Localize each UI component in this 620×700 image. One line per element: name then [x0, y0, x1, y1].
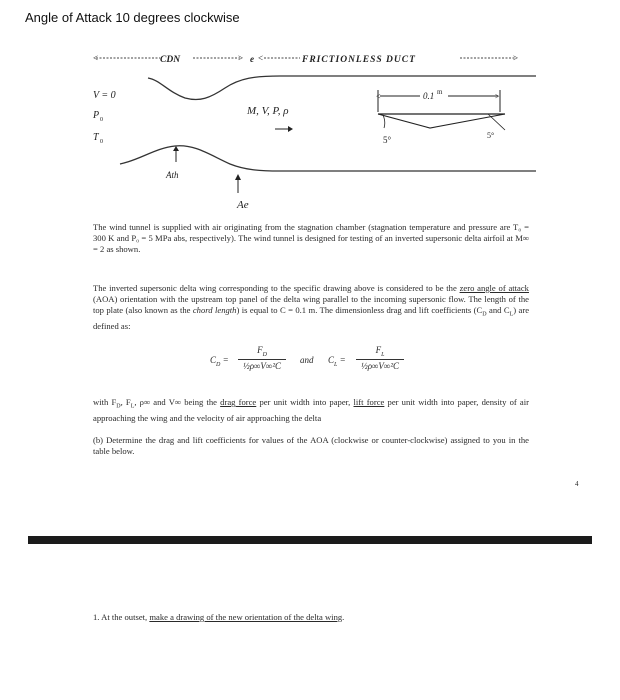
cd-symbol: $C_D$ = — [210, 355, 229, 368]
cdn-label: CDN — [160, 55, 181, 65]
free-stream-label: M, V, P, ρ — [247, 105, 289, 117]
page-divider — [28, 536, 592, 544]
coefficient-formulas: $C_D$ = $F_D$ ½ρ∞V∞²C and $C_L$ = $F_L$ ½ρ∞V∞²C — [200, 345, 460, 385]
svg-text:>: > — [513, 53, 519, 63]
ae-arrow-icon — [235, 174, 241, 180]
svg-text:<: < — [376, 92, 381, 101]
svg-text:0: 0 — [100, 117, 103, 123]
and-text: and — [300, 355, 314, 365]
cl-symbol: $C_L$ = — [328, 355, 346, 368]
flow-arrow-icon — [288, 126, 293, 132]
svg-text:<: < — [258, 53, 264, 63]
ath-label: Ath — [166, 170, 179, 180]
cd-denominator: ½ρ∞V∞²C — [242, 360, 282, 371]
paragraph-definitions: with $F_D$, $F_L$, ρ∞ and V∞ being the drag force per unit width into paper, lift force per unit width into paper, density of air approaching the wing and the velocity of air approaching the delta — [93, 397, 529, 423]
ae-label: Ae — [237, 199, 249, 211]
arrowhead-left: < — [93, 53, 99, 63]
paragraph-part-b: (b) Determine the drag and lift coefficients for values of the AOA (clockwise or counter-clockwise) assigned to you in the table below. — [93, 435, 529, 456]
paragraph-intro: The wind tunnel is supplied with air originating from the stagnation chamber (stagnation temperature and pressure are T₀ = 300 K and P₀ = 5 MPa abs, respectively). The wind tunnel is designed for testing of an inverted supersonic delta airfoil at M∞ = 2 as shown. — [93, 222, 529, 254]
svg-text:0: 0 — [100, 139, 103, 145]
angle-left-label: 5° — [383, 135, 392, 145]
delta-wing-bottom — [378, 114, 505, 128]
p0-label: P — [93, 110, 100, 121]
svg-text:m: m — [437, 88, 443, 96]
paragraph-aoa: The inverted supersonic delta wing corresponding to the specific drawing above is considered to be the zero angle of attack (AOA) orientation with the upstream top panel of the delta wing parallel to the incoming supersonic flow. The length of the top plate (also known as the chord length) is equal to C = 0.1 m. The dimensionless drag and lift coefficients ($C_D$ and $C_L$) are defined as: — [93, 283, 530, 331]
cl-denominator: ½ρ∞V∞²C — [360, 360, 400, 371]
e-label: e — [250, 54, 254, 64]
page-title: Angle of Attack 10 degrees clockwise — [25, 10, 240, 25]
nozzle-bottom-wall — [120, 146, 536, 171]
wind-tunnel-diagram — [0, 0, 620, 230]
page-number: 4 — [575, 480, 579, 488]
angle-right-label: 5° — [487, 131, 495, 140]
svg-text:>: > — [238, 53, 244, 63]
question-1: 1. At the outset, make a drawing of the new orientation of the delta wing. — [93, 612, 345, 622]
t0-label: T — [93, 132, 99, 143]
svg-text:>: > — [495, 92, 500, 101]
v0-label: V = 0 — [93, 90, 116, 101]
duct-label: FRICTIONLESS DUCT — [302, 55, 416, 65]
chord-label: 0.1 — [423, 91, 435, 101]
